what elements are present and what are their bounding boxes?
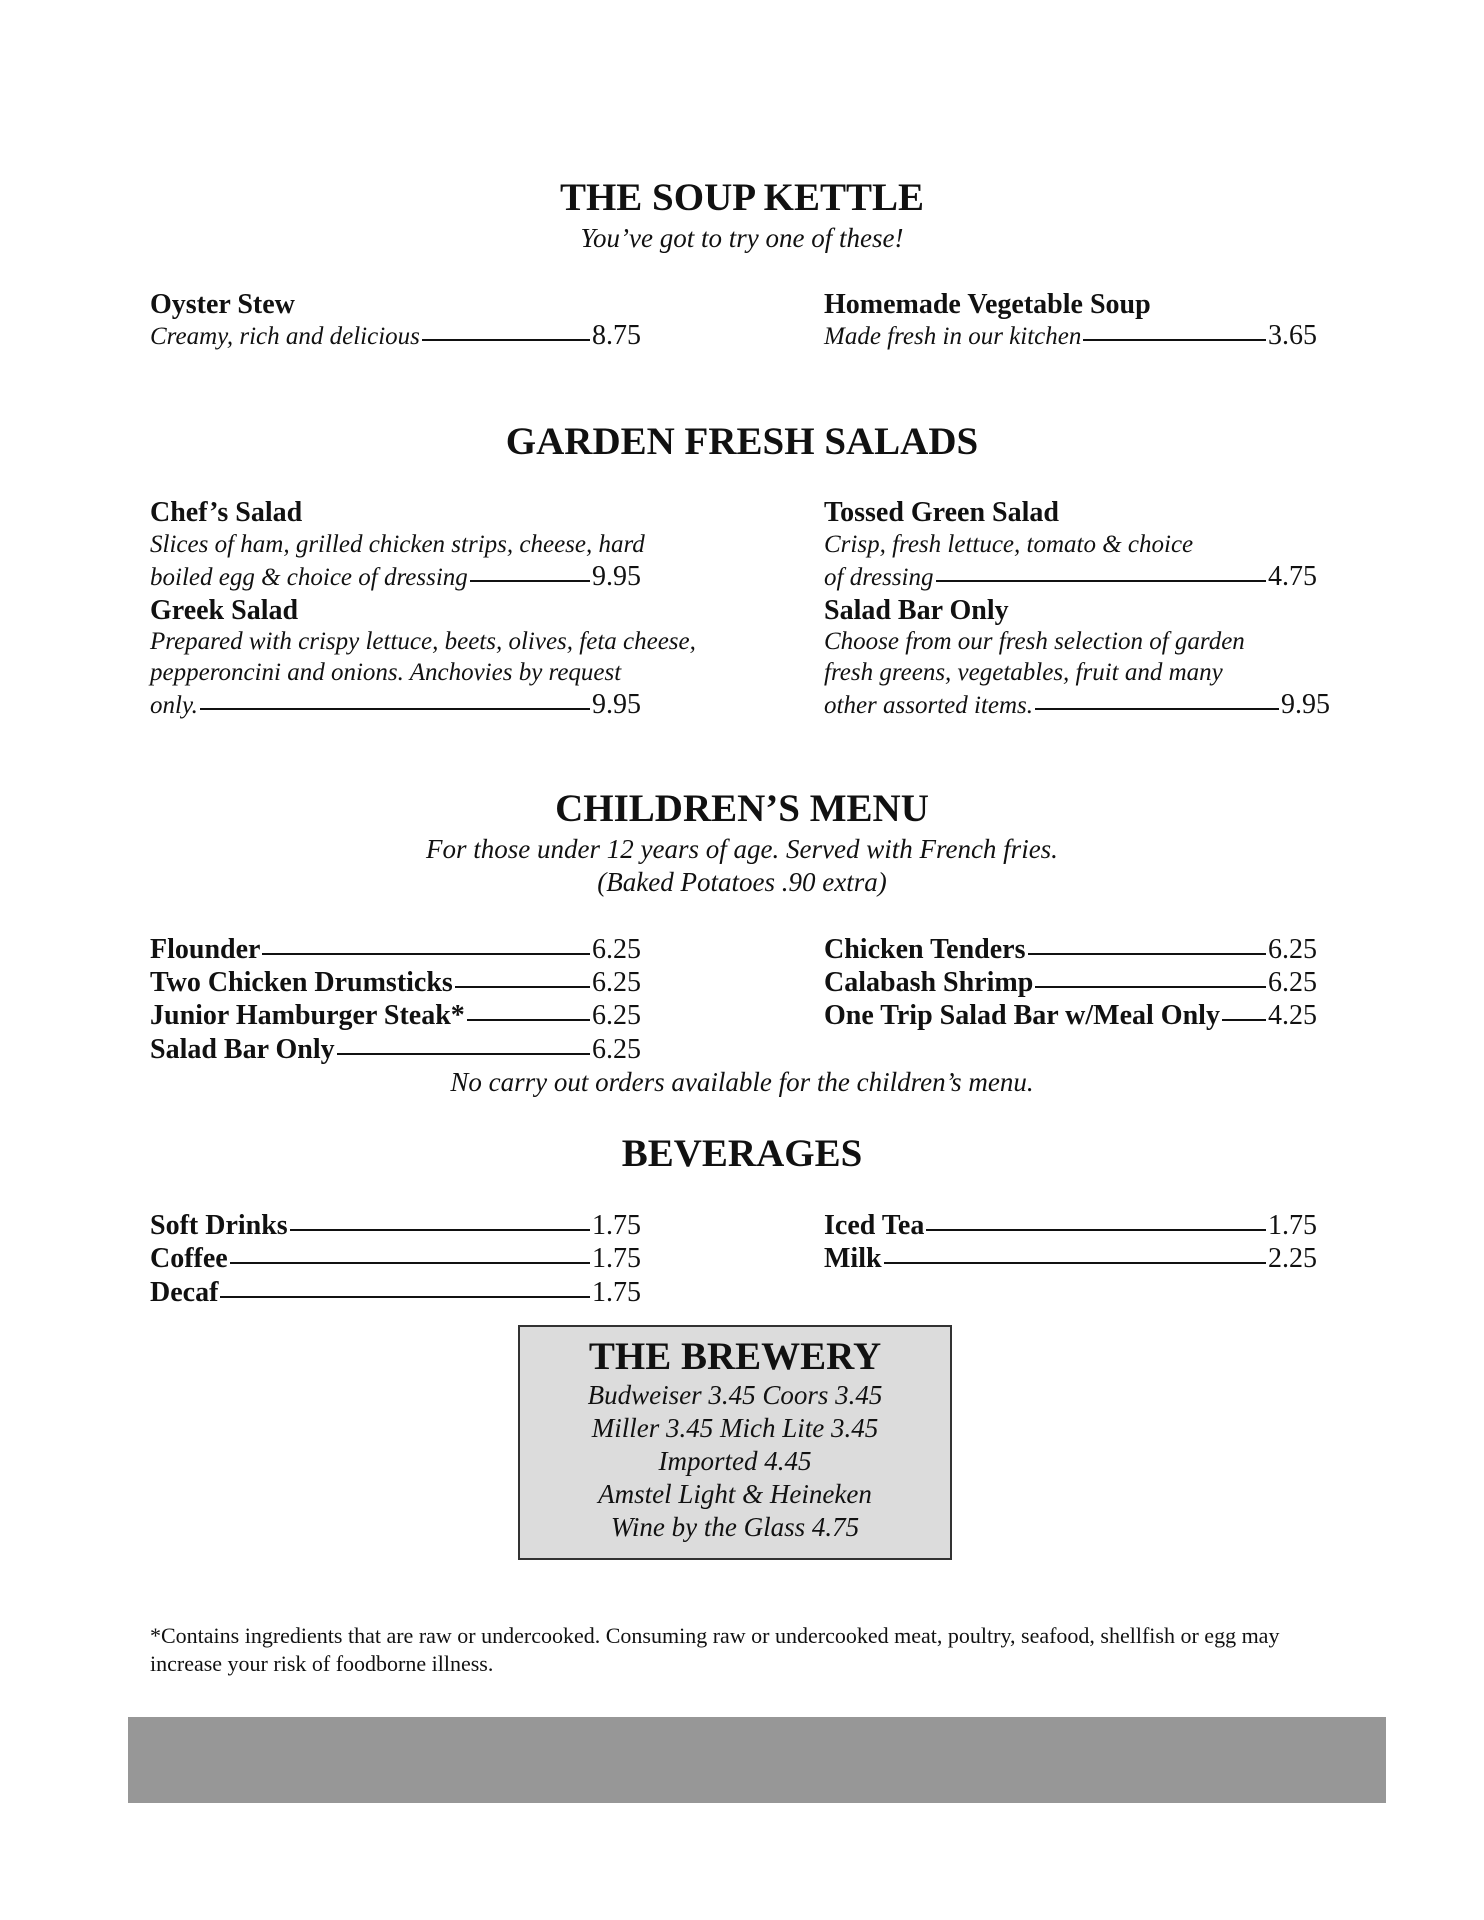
menu-item-price: 1.75 — [592, 1243, 641, 1274]
price-leader — [467, 1019, 590, 1021]
menu-item-name: Salad Bar Only — [824, 595, 1009, 626]
menu-item-price: 9.95 — [592, 689, 641, 720]
menu-item-name: Tossed Green Salad — [824, 497, 1059, 528]
menu-item-name: Homemade Vegetable Soup — [824, 289, 1151, 320]
menu-item-row — [150, 1209, 641, 1242]
price-leader — [1083, 339, 1266, 341]
menu-item-row — [150, 1033, 641, 1066]
menu-item-row — [150, 561, 641, 594]
menu-item-name: Oyster Stew — [150, 289, 295, 320]
menu-item-description: Crisp, fresh lettuce, tomato & choice — [824, 531, 1194, 558]
menu-item-description: Prepared with crispy lettuce, beets, olives, feta cheese, — [150, 628, 696, 655]
price-leader — [200, 708, 590, 710]
menu-item-row — [150, 1242, 641, 1275]
menu-item-price: 1.75 — [1268, 1210, 1317, 1241]
menu-item-price: 3.65 — [1268, 320, 1317, 351]
menu-item-price: 4.25 — [1268, 1000, 1317, 1031]
price-leader — [230, 1262, 590, 1264]
soup-section-subtitle: You’ve got to try one of these! — [580, 223, 904, 253]
menu-item-name: Calabash Shrimp — [824, 967, 1034, 998]
menu-item-price: 6.25 — [592, 967, 641, 998]
menu-item-row — [150, 689, 641, 722]
price-leader — [884, 1262, 1266, 1264]
menu-item-description: fresh greens, vegetables, fruit and many — [824, 659, 1223, 686]
brewery-title: THE BREWERY — [588, 1335, 882, 1378]
menu-item-row — [824, 1209, 1317, 1242]
menu-item-price: 9.95 — [1281, 689, 1330, 720]
price-leader — [337, 1053, 590, 1055]
children-section-subtitle: (Baked Potatoes .90 extra) — [597, 867, 887, 897]
menu-item-name: Flounder — [150, 934, 261, 965]
menu-item-name: Iced Tea — [824, 1210, 925, 1241]
menu-item-price: 2.25 — [1268, 1243, 1317, 1274]
brewery-line: Budweiser 3.45 Coors 3.45 — [587, 1380, 883, 1410]
menu-item-name: Coffee — [150, 1243, 228, 1274]
menu-item-price: 1.75 — [592, 1210, 641, 1241]
price-leader — [936, 580, 1267, 582]
menu-item-price: 6.25 — [592, 1000, 641, 1031]
menu-item-row — [150, 999, 641, 1032]
menu-item-description: Slices of ham, grilled chicken strips, cheese, hard — [150, 531, 645, 558]
price-leader — [470, 580, 590, 582]
menu-item-price: 4.75 — [1268, 561, 1317, 592]
menu-item-row — [824, 689, 1330, 722]
menu-item-description: of dressing — [824, 564, 934, 591]
menu-item-price: 6.25 — [1268, 934, 1317, 965]
menu-item-description: boiled egg & choice of dressing — [150, 564, 468, 591]
menu-item-row — [824, 1242, 1317, 1275]
menu-item-name: Chef’s Salad — [150, 497, 303, 528]
menu-item-price: 6.25 — [592, 1034, 641, 1065]
menu-item-description: pepperoncini and onions. Anchovies by request — [150, 659, 622, 686]
menu-item-price: 1.75 — [592, 1277, 641, 1308]
children-menu-note: No carry out orders available for the children’s menu. — [450, 1067, 1034, 1097]
brewery-line: Miller 3.45 Mich Lite 3.45 — [591, 1413, 879, 1443]
menu-item-price: 6.25 — [592, 934, 641, 965]
menu-item-name: Milk — [824, 1243, 882, 1274]
menu-item-name: One Trip Salad Bar w/Meal Only — [824, 1000, 1220, 1031]
menu-item-row — [150, 966, 641, 999]
menu-item-name: Decaf — [150, 1277, 219, 1308]
price-leader — [1222, 1019, 1266, 1021]
brewery-line: Amstel Light & Heineken — [598, 1479, 872, 1509]
menu-item-row — [824, 966, 1317, 999]
beverages-section-title: BEVERAGES — [621, 1132, 863, 1175]
price-leader — [262, 953, 590, 955]
menu-item-name: Greek Salad — [150, 595, 299, 626]
menu-item-name: Salad Bar Only — [150, 1034, 335, 1065]
price-leader — [1035, 708, 1279, 710]
menu-item-row — [824, 999, 1317, 1032]
children-section-subtitle: For those under 12 years of age. Served with French fries. — [426, 834, 1058, 864]
menu-item-description: Choose from our fresh selection of garden — [824, 628, 1245, 655]
menu-item-description: Made fresh in our kitchen — [824, 323, 1082, 350]
menu-item-price: 8.75 — [592, 320, 641, 351]
brewery-box — [518, 1325, 952, 1560]
menu-item-name: Two Chicken Drumsticks — [150, 967, 453, 998]
price-leader — [926, 1229, 1266, 1231]
price-leader — [455, 986, 590, 988]
children-section-title: CHILDREN’S MENU — [555, 787, 929, 830]
menu-item-row — [824, 933, 1317, 966]
menu-item-row — [824, 561, 1317, 594]
footer-bar — [128, 1717, 1386, 1803]
menu-item-name: Junior Hamburger Steak* — [150, 1000, 465, 1031]
brewery-line: Imported 4.45 — [658, 1446, 812, 1476]
menu-item-description: other assorted items. — [824, 692, 1034, 719]
menu-item-row — [824, 320, 1317, 353]
brewery-line: Wine by the Glass 4.75 — [610, 1512, 860, 1542]
menu-item-row — [150, 1276, 641, 1309]
price-leader — [290, 1229, 590, 1231]
menu-item-price: 9.95 — [592, 561, 641, 592]
price-leader — [1028, 953, 1267, 955]
soup-section-title: THE SOUP KETTLE — [559, 176, 925, 219]
menu-item-name: Chicken Tenders — [824, 934, 1026, 965]
menu-item-name: Soft Drinks — [150, 1210, 288, 1241]
allergen-footnote: *Contains ingredients that are raw or undercooked. Consuming raw or undercooked meat, poultry, seafood, shellfish or egg may increase your risk of foodborne illness. — [150, 1623, 1280, 1676]
menu-item-price: 6.25 — [1268, 967, 1317, 998]
menu-item-row — [150, 320, 641, 353]
menu-item-description: only. — [150, 692, 198, 719]
price-leader — [422, 339, 590, 341]
menu-item-row — [150, 933, 641, 966]
price-leader — [1035, 986, 1266, 988]
salads-section-title: GARDEN FRESH SALADS — [505, 420, 979, 463]
price-leader — [220, 1296, 590, 1298]
menu-item-description: Creamy, rich and delicious — [150, 323, 420, 350]
